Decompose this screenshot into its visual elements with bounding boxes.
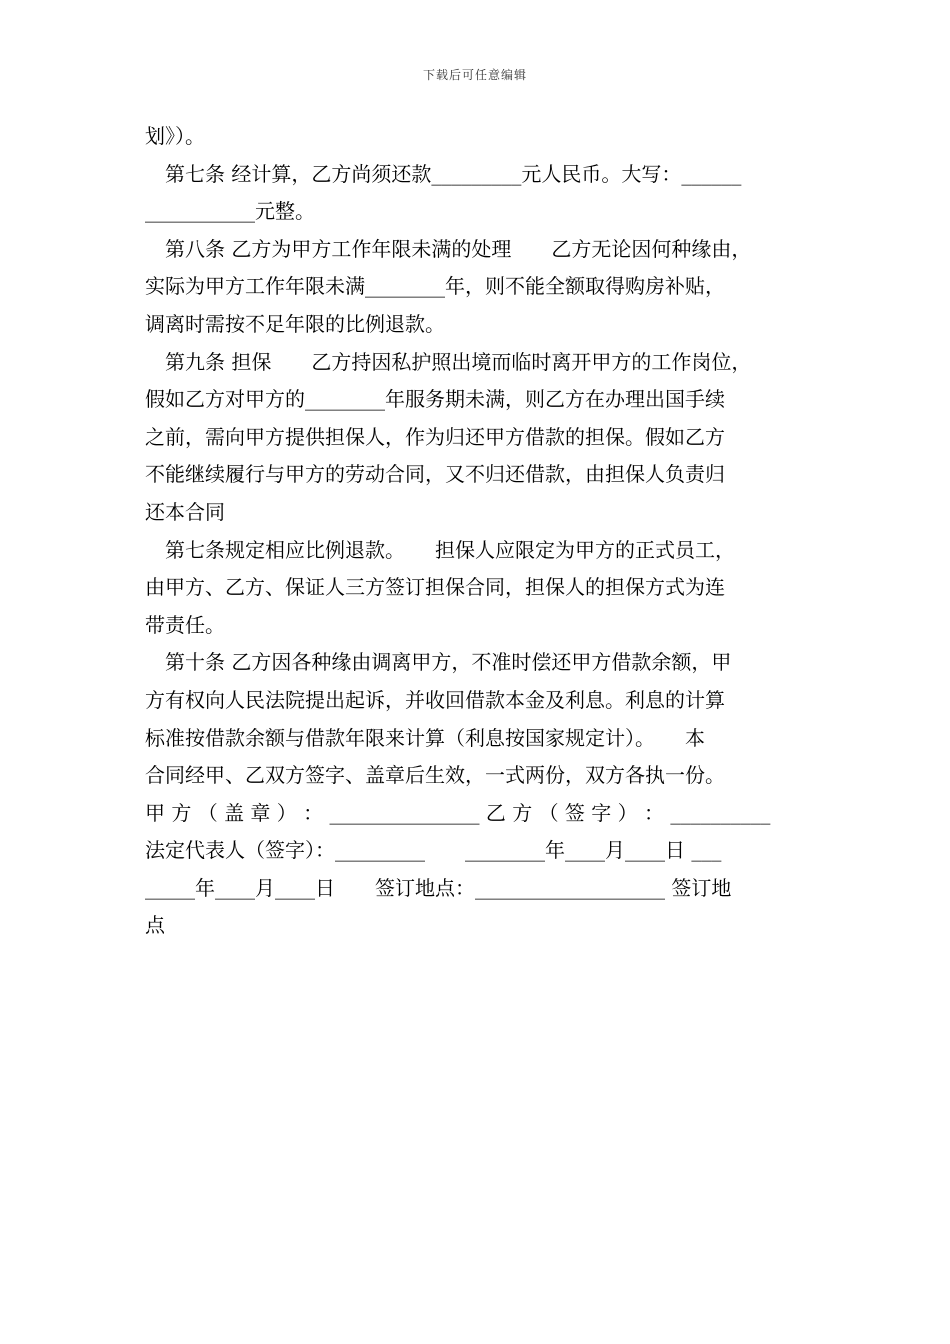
- article-7: 第七条 经计算，乙方尚须还款_________元人民币。大写：______: [165, 161, 742, 186]
- article-9: 第九条 担保 乙方持因私护照出境而临时离开甲方的工作岗位，: [165, 349, 752, 374]
- text-line: 第七条规定相应比例退款。 担保人应限定为甲方的正式员工，: [165, 537, 735, 562]
- signature-date-place-line: _____年____月____日 签订地点：___________________ 签订地: [145, 875, 732, 900]
- text-line: 合同经甲、乙双方签字、盖章后生效，一式两份，双方各执一份。: [145, 763, 725, 788]
- article-8: 第八条 乙方为甲方工作年限未满的处理 乙方无论因何种缘由，: [165, 236, 752, 261]
- signature-rep-line: 法定代表人（签字）：_________ ________年____月____日 ___: [145, 838, 722, 863]
- text-line: 标准按借款余额与借款年限来计算（利息按国家规定计）。 本: [145, 725, 705, 750]
- text-line: 假如乙方对甲方的________年服务期未满，则乙方在办理出国手续: [145, 387, 725, 412]
- text-line: 调离时需按不足年限的比例退款。: [145, 311, 445, 336]
- signature-party-line: 甲 方 （ 盖 章 ） ： _______________ 乙 方 （ 签 字 ） ： __________: [145, 800, 771, 825]
- text-line: 还本合同: [145, 499, 225, 524]
- text-line: 之前，需向甲方提供担保人，作为归还甲方借款的担保。假如乙方: [145, 424, 725, 449]
- contract-body: [145, 118, 807, 945]
- text-line: 带责任。: [145, 612, 225, 637]
- article-10: 第十条 乙方因各种缘由调离甲方，不准时偿还甲方借款余额，甲: [165, 650, 732, 675]
- text-line: 由甲方、乙方、保证人三方签订担保合同，担保人的担保方式为连: [145, 575, 725, 600]
- text-line: 不能继续履行与甲方的劳动合同，又不归还借款，由担保人负责归: [145, 462, 725, 487]
- text-line: 方有权向人民法院提出起诉，并收回借款本金及利息。利息的计算: [145, 687, 725, 712]
- text-line: 点: [145, 913, 165, 938]
- page-header: 下载后可任意编辑: [422, 68, 527, 82]
- text-line: 划》）。: [145, 124, 205, 148]
- text-line: ___________元整。: [145, 199, 315, 224]
- text-line: 实际为甲方工作年限未满________年，则不能全额取得购房补贴，: [145, 274, 725, 299]
